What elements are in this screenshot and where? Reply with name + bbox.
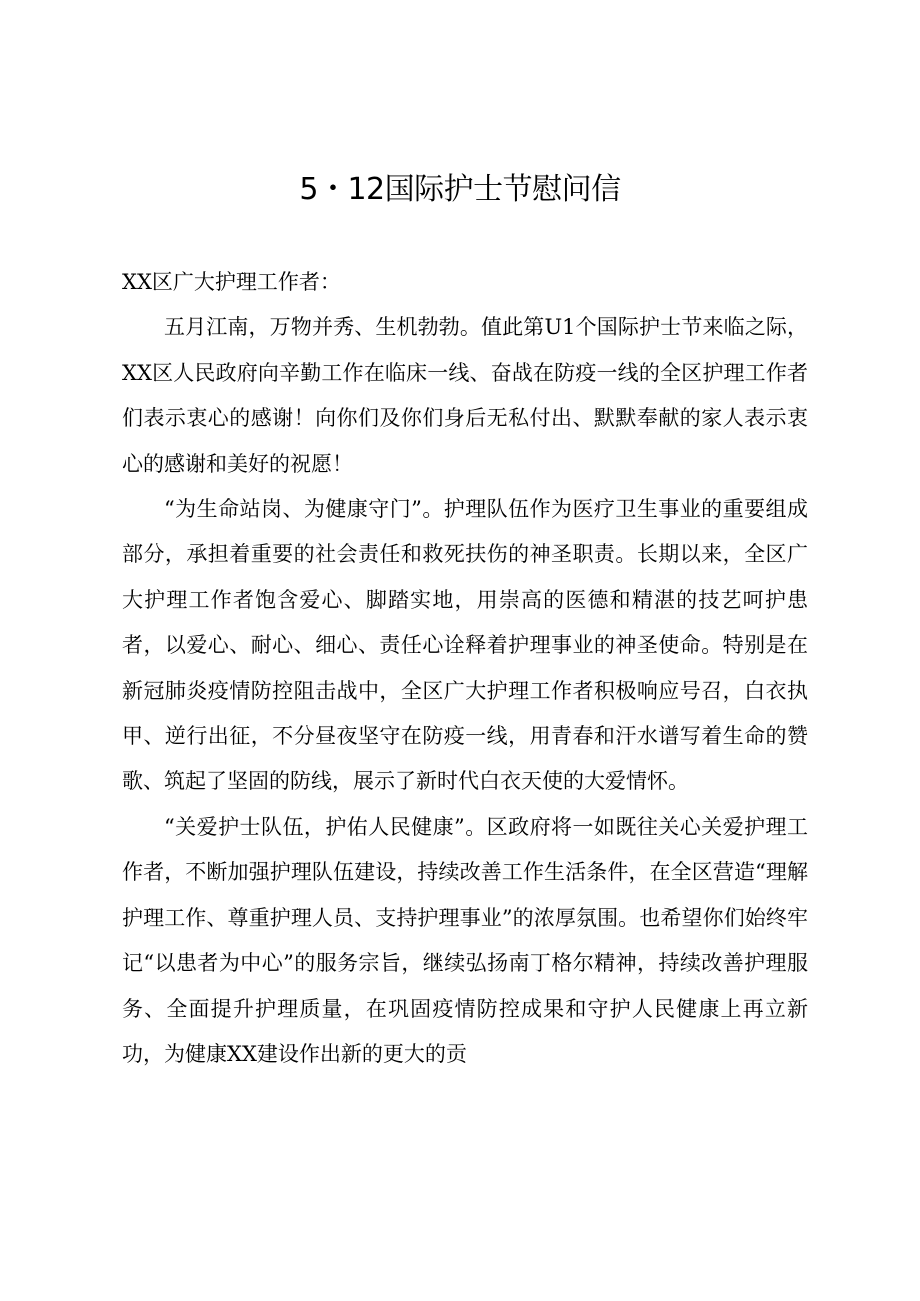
document-title: 5・12国际护士节慰问信 (299, 172, 621, 207)
paragraph-3: “关爱护士队伍，护佑人民健康”。区政府将一如既往关心关爱护理工作者，不断加强护理队伍建设，持续改善工作生活条件，在全区营造“理解护理工作、尊重护理人员、支持护理事业”的浓厚氛围。也希望你们始终牢记“以患者为中心”的服务宗旨，继续弘扬南丁格尔精神，持续改善护理服务、全面提升护理质量，在巩固疫情防控成果和守护人民健康上再立新功，为健康XX建设作出新的更大的贡 (122, 814, 808, 1066)
letter-body (122, 260, 808, 1077)
paragraph-2: “为生命站岗、为健康守门”。护理队伍作为医疗卫生事业的重要组成部分，承担着重要的社会责任和救死扶伤的神圣职责。长期以来，全区广大护理工作者饱含爱心、脚踏实地，用崇高的医德和精湛的技艺呵护患者，以爱心、耐心、细心、责任心诠释着护理事业的神圣使命。特别是在新冠肺炎疫情防控阻击战中，全区广大护理工作者积极响应号召，白衣执甲、逆行出征，不分昼夜坚守在防疫一线，用青春和汗水谱写着生命的赞歌、筑起了坚固的防线，展示了新时代白衣天使的大爱情怀。 (122, 497, 808, 794)
salutation: XX区广大护理工作者： (122, 270, 341, 294)
paragraph-1: 五月江南，万物并秀、生机勃勃。值此第U1个国际护士节来临之际，XX区人民政府向辛勤工作在临床一线、奋战在防疫一线的全区护理工作者们表示衷心的感谢！向你们及你们身后无私付出、默默奉献的家人表示衷心的感谢和美好的祝愿！ (122, 315, 808, 476)
